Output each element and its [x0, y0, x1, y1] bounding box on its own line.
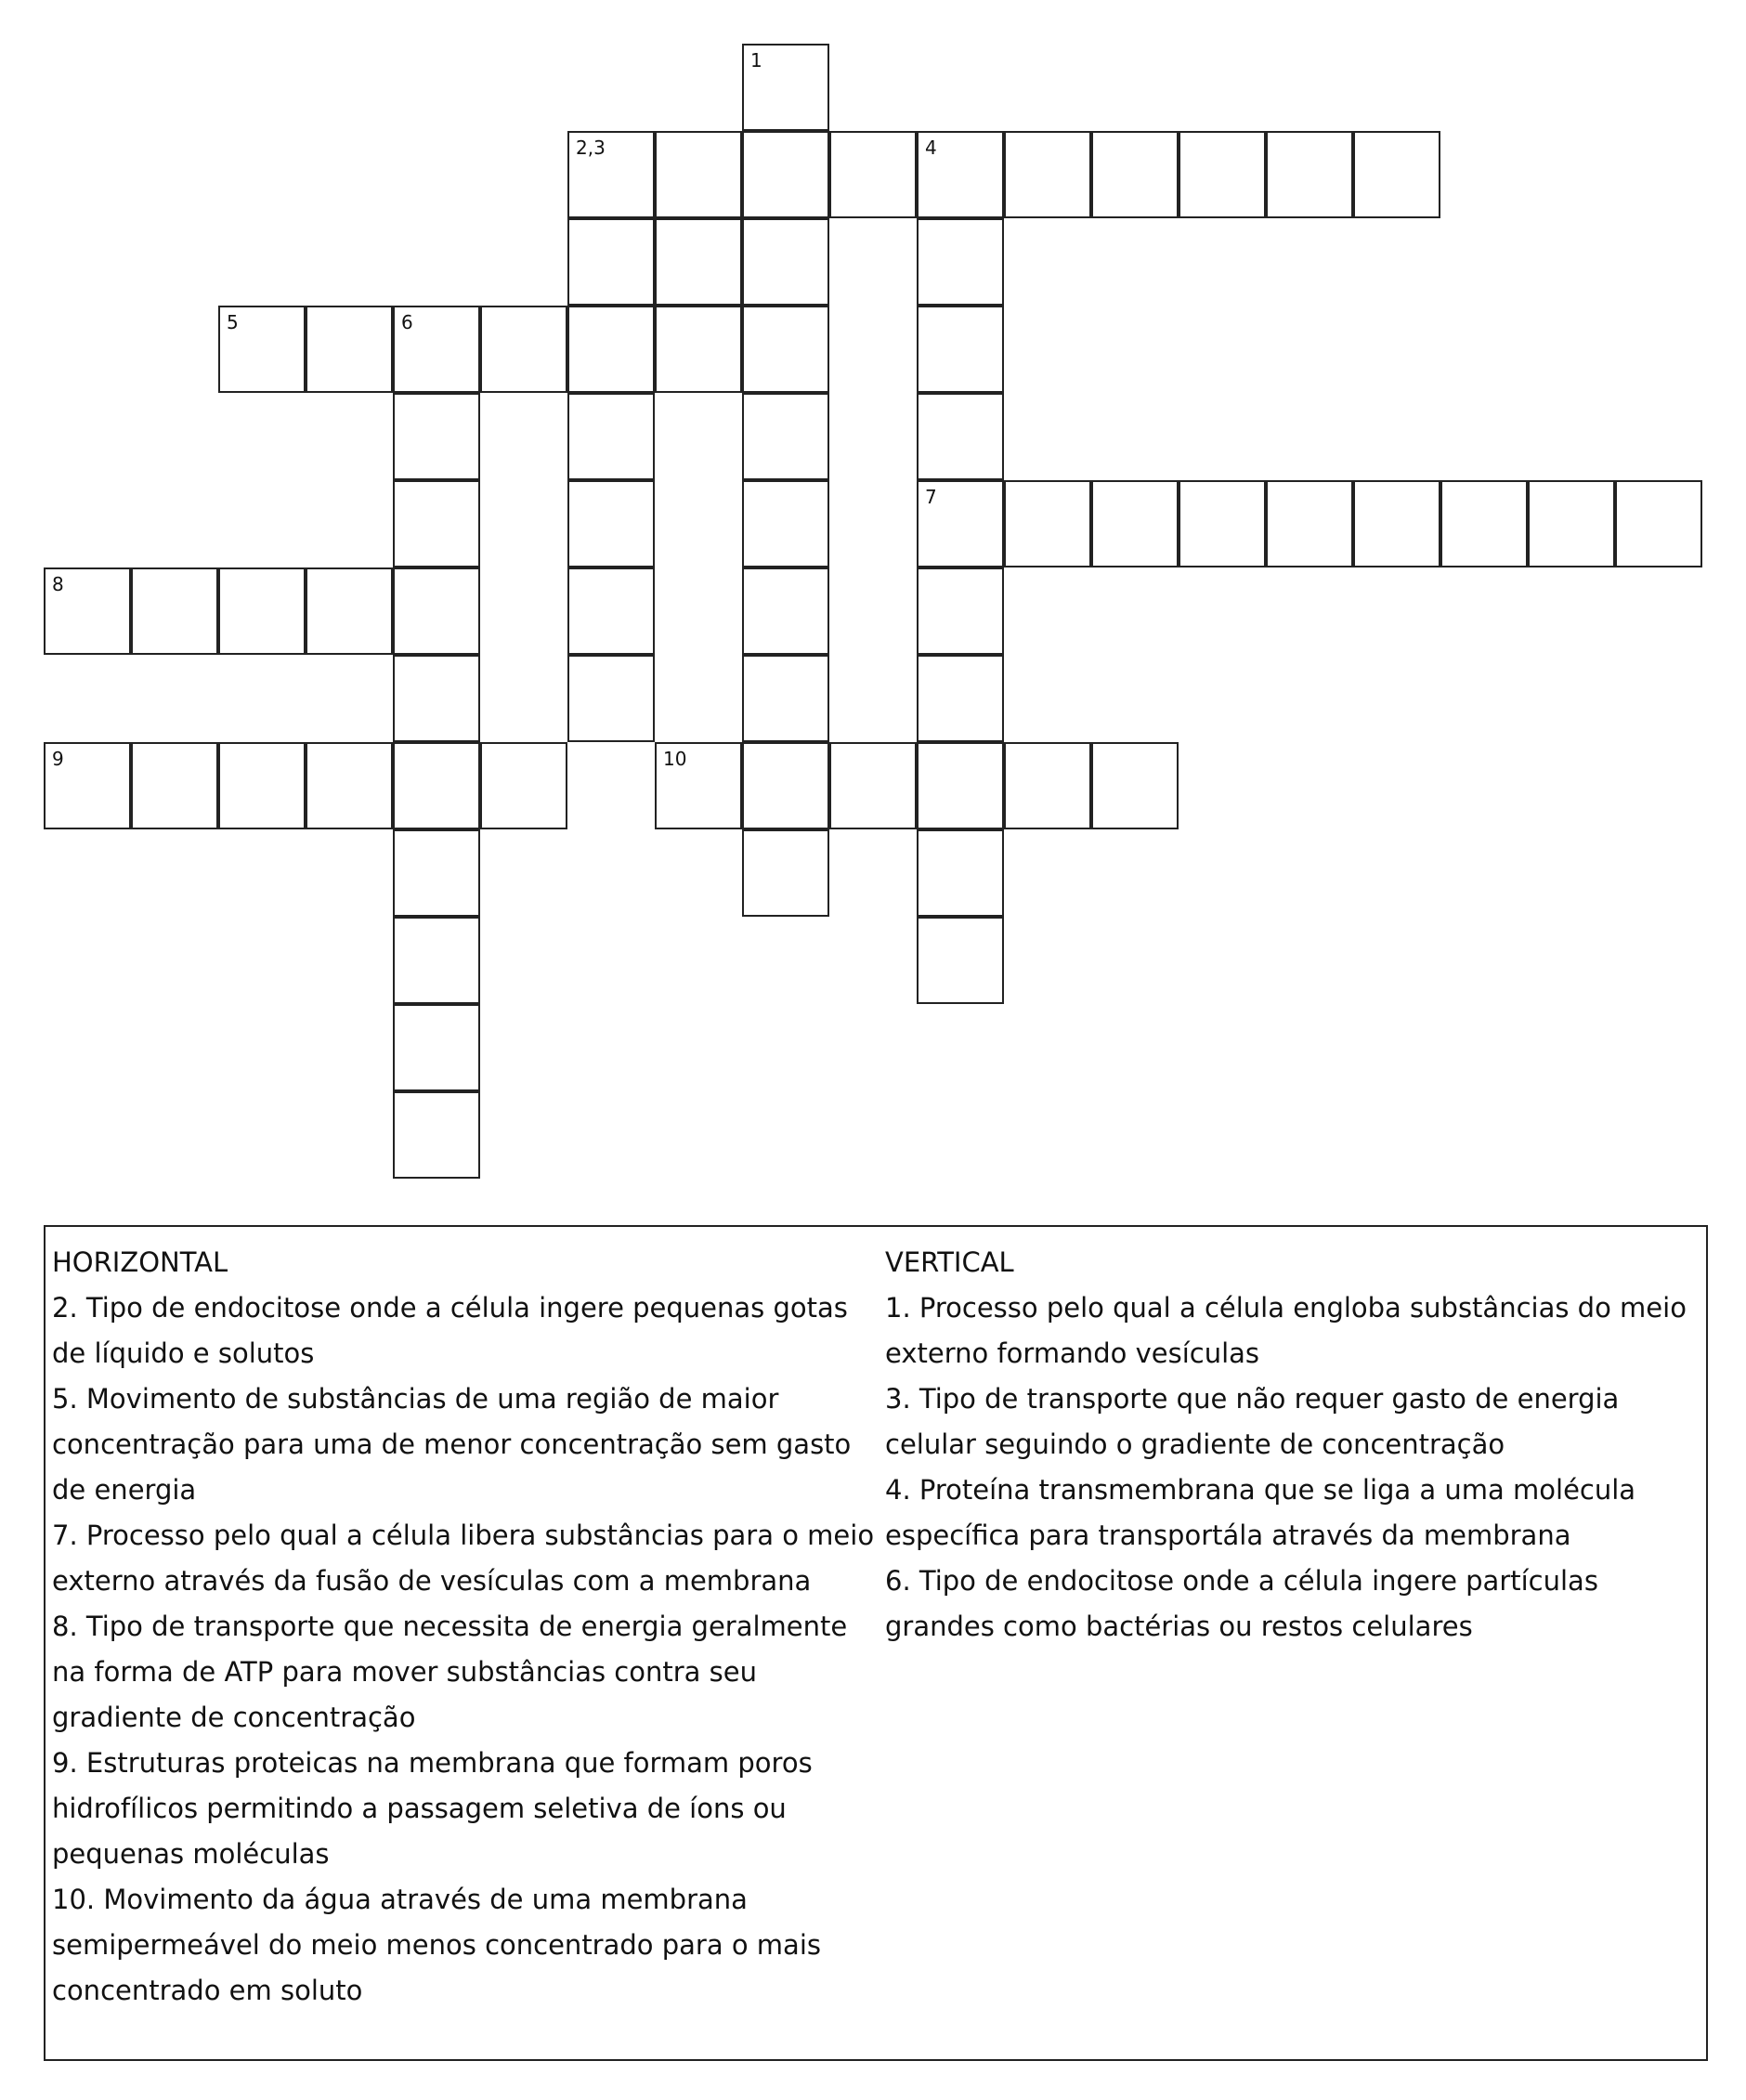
crossword-cell[interactable]	[393, 742, 480, 829]
crossword-cell[interactable]	[393, 655, 480, 742]
crossword-cell[interactable]	[480, 742, 567, 829]
clue-v-6: 6. Tipo de endocitose onde a célula ingere partículas grandes como bactérias ou restos celulares	[885, 1565, 1598, 1642]
crossword-cell[interactable]	[1353, 480, 1440, 567]
clue-v-3: 3. Tipo de transporte que não requer gasto de energia celular seguindo o gradiente de concentração	[885, 1383, 1620, 1460]
crossword-cell[interactable]	[393, 393, 480, 480]
crossword-cell[interactable]	[1528, 480, 1615, 567]
clue-number: 1	[750, 49, 762, 72]
crossword-cell[interactable]	[306, 567, 393, 655]
clue-v-4: 4. Proteína transmembrana que se liga a uma molécula específica para transportála através da membrana	[885, 1474, 1636, 1551]
crossword-cell[interactable]	[218, 742, 306, 829]
crossword-cell[interactable]	[218, 567, 306, 655]
crossword-cell[interactable]	[1179, 480, 1266, 567]
crossword-cell[interactable]	[742, 829, 829, 917]
clue-h-10: 10. Movimento da água através de uma membrana semipermeável do meio menos concentrado para o mais concentrado em soluto	[52, 1884, 821, 2006]
crossword-cell[interactable]	[567, 218, 655, 306]
crossword-cell[interactable]	[742, 655, 829, 742]
crossword-cell[interactable]	[1004, 742, 1091, 829]
crossword-cell[interactable]	[1266, 131, 1353, 218]
crossword-cell[interactable]	[742, 131, 829, 218]
crossword-cell[interactable]	[393, 917, 480, 1004]
crossword-cell[interactable]	[917, 218, 1004, 306]
crossword-cell[interactable]	[393, 1091, 480, 1179]
crossword-cell[interactable]	[567, 567, 655, 655]
vertical-clues	[885, 1240, 1702, 1650]
crossword-cell[interactable]	[917, 567, 1004, 655]
crossword-cell[interactable]	[44, 742, 131, 829]
crossword-cell[interactable]	[131, 742, 218, 829]
crossword-cell[interactable]	[742, 393, 829, 480]
crossword-cell[interactable]	[742, 480, 829, 567]
clue-h-2: 2. Tipo de endocitose onde a célula ingere pequenas gotas de líquido e solutos	[52, 1292, 848, 1369]
crossword-cell[interactable]	[742, 306, 829, 393]
horizontal-clues	[52, 1240, 879, 2014]
crossword-cell[interactable]	[655, 131, 742, 218]
crossword-cell[interactable]	[567, 393, 655, 480]
crossword-cell[interactable]	[306, 742, 393, 829]
crossword-cell[interactable]	[917, 742, 1004, 829]
crossword-cell[interactable]	[567, 655, 655, 742]
clue-number: 8	[52, 573, 64, 595]
crossword-cell[interactable]	[917, 480, 1004, 567]
clue-number: 4	[925, 137, 937, 159]
crossword-cell[interactable]	[1004, 131, 1091, 218]
crossword-cell[interactable]	[1353, 131, 1440, 218]
crossword-cell[interactable]	[393, 1004, 480, 1091]
clue-v-1: 1. Processo pelo qual a célula engloba substâncias do meio externo formando vesículas	[885, 1292, 1687, 1369]
crossword-cell[interactable]	[1179, 131, 1266, 218]
clue-number: 5	[227, 311, 239, 333]
clue-h-5: 5. Movimento de substâncias de uma região de maior concentração para uma de menor concentração sem gasto de energia	[52, 1383, 852, 1506]
clue-number: 9	[52, 748, 64, 770]
crossword-cell[interactable]	[567, 480, 655, 567]
crossword-cell[interactable]	[306, 306, 393, 393]
crossword-cell[interactable]	[742, 567, 829, 655]
crossword-cell[interactable]	[917, 829, 1004, 917]
crossword-cell[interactable]	[1091, 742, 1179, 829]
crossword-cell[interactable]	[393, 306, 480, 393]
crossword-cell[interactable]	[480, 306, 567, 393]
crossword-cell[interactable]	[655, 218, 742, 306]
crossword-cell[interactable]	[917, 655, 1004, 742]
crossword-cell[interactable]	[655, 306, 742, 393]
clue-h-8: 8. Tipo de transporte que necessita de energia geralmente na forma de ATP para mover substâncias contra seu gradiente de concentração	[52, 1611, 848, 1733]
clue-h-7: 7. Processo pelo qual a célula libera substâncias para o meio externo através da fusão de vesículas com a membrana	[52, 1520, 875, 1597]
clue-number: 6	[401, 311, 413, 333]
crossword-cell[interactable]	[829, 131, 917, 218]
crossword-cell[interactable]	[1266, 480, 1353, 567]
crossword-cell[interactable]	[567, 131, 655, 218]
crossword-cell[interactable]	[742, 742, 829, 829]
crossword-cell[interactable]	[393, 480, 480, 567]
clues-box	[44, 1225, 1708, 2061]
clue-number: 7	[925, 486, 937, 508]
crossword-cell[interactable]	[393, 829, 480, 917]
crossword-cell[interactable]	[1440, 480, 1528, 567]
crossword-cell[interactable]	[742, 44, 829, 131]
crossword-cell[interactable]	[1091, 131, 1179, 218]
horizontal-heading: HORIZONTAL	[52, 1246, 228, 1278]
crossword-cell[interactable]	[917, 393, 1004, 480]
crossword-cell[interactable]	[829, 742, 917, 829]
crossword-cell[interactable]	[1615, 480, 1702, 567]
crossword-cell[interactable]	[655, 742, 742, 829]
clue-h-9: 9. Estruturas proteicas na membrana que formam poros hidrofílicos permitindo a passagem seletiva de íons ou pequenas moléculas	[52, 1747, 813, 1870]
crossword-cell[interactable]	[917, 131, 1004, 218]
vertical-heading: VERTICAL	[885, 1246, 1014, 1278]
crossword-cell[interactable]	[393, 567, 480, 655]
crossword-cell[interactable]	[742, 218, 829, 306]
crossword-cell[interactable]	[44, 567, 131, 655]
crossword-cell[interactable]	[131, 567, 218, 655]
crossword-cell[interactable]	[1091, 480, 1179, 567]
clue-number: 2,3	[576, 137, 606, 159]
crossword-cell[interactable]	[1004, 480, 1091, 567]
crossword-cell[interactable]	[218, 306, 306, 393]
crossword-cell[interactable]	[567, 306, 655, 393]
clue-number: 10	[663, 748, 687, 770]
crossword-cell[interactable]	[917, 917, 1004, 1004]
crossword-cell[interactable]	[917, 306, 1004, 393]
